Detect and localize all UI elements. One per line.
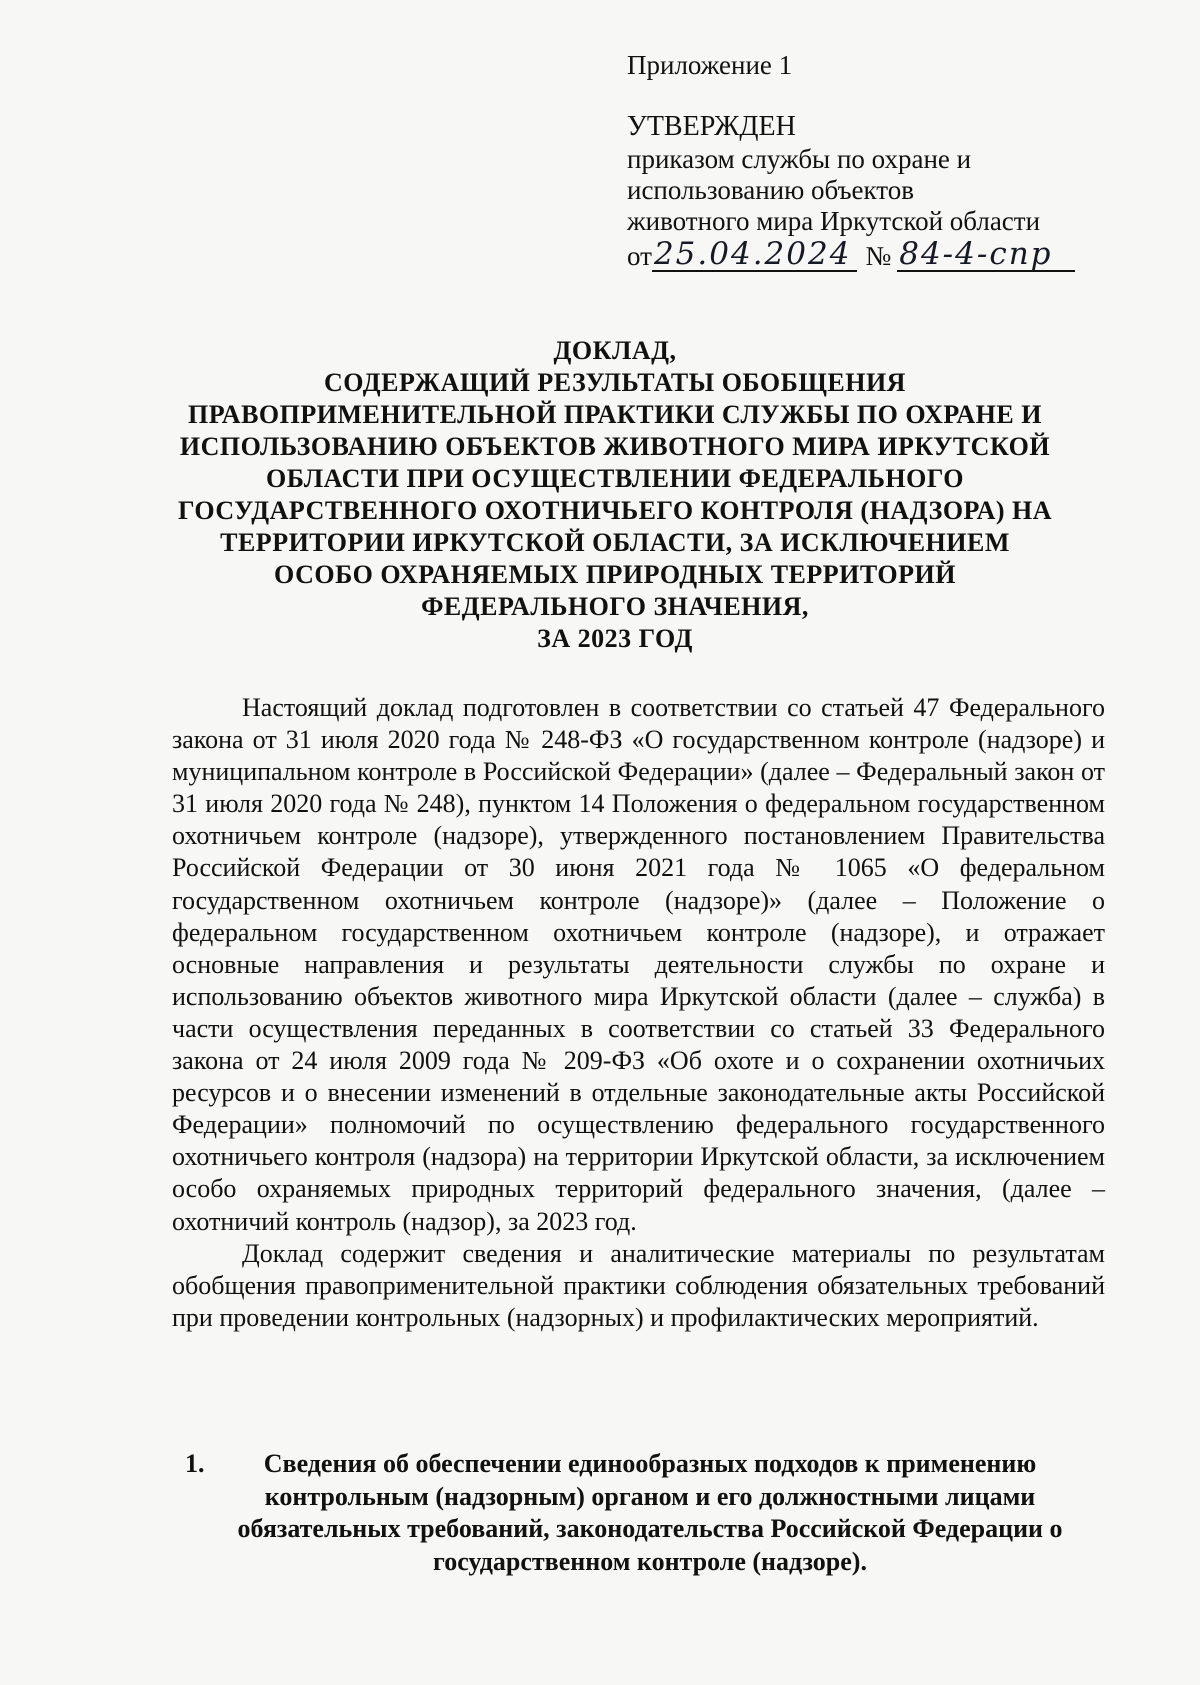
number-sign: №: [865, 241, 892, 271]
approval-line: животного мира Иркутской области: [627, 206, 1041, 236]
title-line: ФЕДЕРАЛЬНОГО ЗНАЧЕНИЯ,: [421, 592, 809, 621]
title-line: ОСОБО ОХРАНЯЕМЫХ ПРИРОДНЫХ ТЕРРИТОРИЙ: [274, 560, 956, 589]
title-line: ГОСУДАРСТВЕННОГО ОХОТНИЧЬЕГО КОНТРОЛЯ (НАДЗОРА) НА: [177, 496, 1053, 525]
title-line: ОБЛАСТИ ПРИ ОСУЩЕСТВЛЕНИИ ФЕДЕРАЛЬНОГО: [266, 464, 964, 493]
handwritten-date: 25.04.2024: [652, 239, 858, 272]
report-body: [172, 692, 1105, 1334]
section-title-line: контрольным (надзорным) органом и его должностными лицами: [264, 1481, 1036, 1511]
handwritten-order-number: 84-4-спр: [897, 239, 1075, 272]
title-line: СОДЕРЖАЩИЙ РЕЗУЛЬТАТЫ ОБОБЩЕНИЯ: [324, 368, 906, 397]
section-title-line: обязательных требований, законодательства Российской Федерации о: [237, 1514, 1063, 1543]
report-title: [150, 335, 1080, 655]
order-date-number-line: [627, 236, 1147, 272]
title-line: ТЕРРИТОРИИ ИРКУТСКОЙ ОБЛАСТИ, ЗА ИСКЛЮЧЕНИЕМ: [220, 528, 1010, 557]
title-line: ПРАВОПРИМЕНИТЕЛЬНОЙ ПРАКТИКИ СЛУЖБЫ ПО ОХРАНЕ И: [188, 400, 1042, 429]
approved-heading: УТВЕРЖДЕН: [627, 111, 796, 142]
section-number: 1.: [185, 1449, 205, 1478]
body-paragraph-intro: Настоящий доклад подготовлен в соответствии со статьей 47 Федерального закона от 31 июля 2020 года № 248-ФЗ «О государственном контроле (надзоре) и муниципальном контроле в Российской Федерации» (далее – Федеральный закон от 31 июля 2020 года № 248), пунктом 14 Положения о федеральном государственном охотничьем контроле (надзоре), утвержденного постановлением Правительства Российской Федерации от 30 июня 2021 года № 1065 «О федеральном государственном охотничьем контроле (надзоре)» (далее – Положение о федеральном государственном охотничьем контроле (надзоре), и отражает основные направления и результаты деятельности службы по охране и использованию объектов животного мира Иркутской области (далее – служба) в части осуществления переданных в соответствии со статьей 33 Федерального закона от 24 июля 2009 года № 209-ФЗ «Об охоте и о сохранении охотничьих ресурсов и о внесении изменений в отдельные законодательные акты Российской Федерации» полномочий по осуществлению федерального государственного охотничьего контроля (надзора) на территории Иркутской области, за исключением особо охраняемых природных территорий федерального значения, (далее – охотничий контроль (надзор), за 2023 год.: [172, 693, 1105, 1236]
title-line: ИСПОЛЬЗОВАНИЮ ОБЪЕКТОВ ЖИВОТНОГО МИРА ИРКУТСКОЙ: [179, 432, 1051, 461]
approval-line: использованию объектов: [627, 175, 914, 205]
section-title-line: Сведения об обеспечении единообразных подходов к применению: [263, 1449, 1037, 1478]
title-line: ЗА 2023 ГОД: [537, 624, 693, 653]
date-prefix: от: [627, 241, 652, 271]
approval-stamp-block: [627, 50, 1147, 272]
section-title: [185, 1448, 1095, 1578]
body-paragraph-contents: Доклад содержит сведения и аналитические материалы по результатам обобщения правоприменительной практики соблюдения обязательных требований при проведении контрольных (надзорных) и профилактических мероприятий.: [172, 1238, 1105, 1332]
section-1-heading: [185, 1448, 1095, 1578]
section-title-line: государственном контроле (надзоре).: [433, 1546, 867, 1576]
approval-line: приказом службы по охране и: [627, 144, 972, 174]
title-line: ДОКЛАД,: [553, 336, 677, 365]
annex-label: Приложение 1: [627, 50, 793, 80]
